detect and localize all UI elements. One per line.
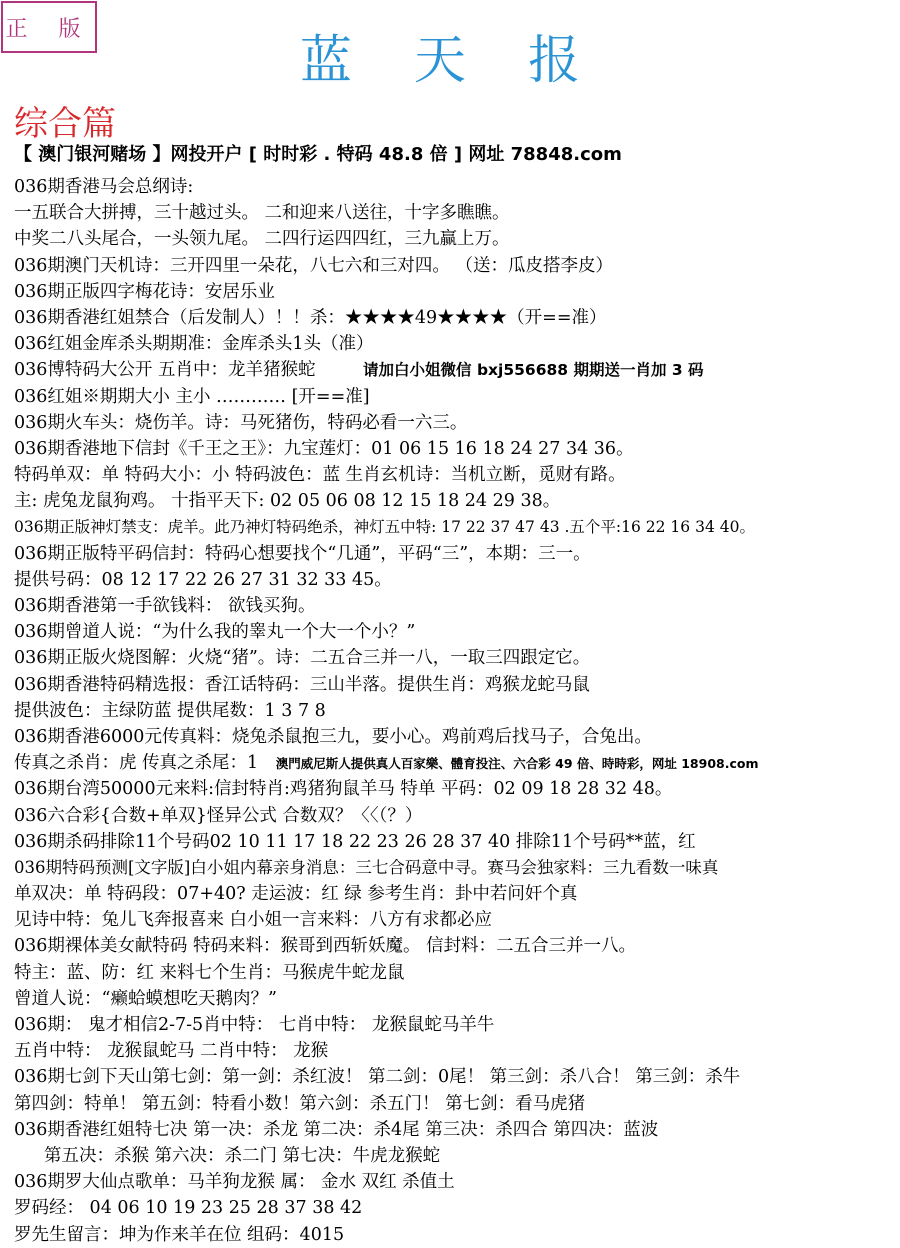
text-line: 五肖中特： 龙猴鼠蛇马 二肖中特： 龙猴: [14, 1041, 329, 1062]
wechat-ad: 请加白小姐微信 bxj556688 期期送一肖加 3 码: [363, 361, 704, 380]
text-line: 036期香港6000元传真料：烧兔杀鼠抱三九，要小心。鸡前鸡后找马子，合兔出。: [14, 726, 652, 747]
text-line: 036期裸体美女献特码 特码来料：猴哥到西斩妖魔。 信封料：二五合三并一八。: [14, 936, 637, 957]
text-line: 036期正版四字梅花诗：安居乐业: [14, 281, 275, 302]
text-line: 036期正版神灯禁支：虎羊。此乃神灯特码绝杀，神灯五中特: 17 22 37 47 43 .五个平:16 22 16 34 40。: [14, 518, 755, 537]
text-line: 第四剑：特单！ 第五剑：特看小数！第六剑：杀五门！ 第七剑：看马虎猪: [14, 1093, 586, 1114]
text-line: 提供波色：主绿防蓝 提供尾数：1 3 7 8: [14, 700, 326, 721]
text-line: 036六合彩{合数+单双}怪异公式 合数双？〈〈（？）: [14, 805, 423, 826]
text-line: 036红姐金库杀头期期准：金库杀头1头（准）: [14, 334, 374, 355]
text-line: 特主：蓝、防：红 来料七个生肖：马猴虎牛蛇龙鼠: [14, 962, 405, 983]
text-line: 036期杀码排除11个号码02 10 11 17 18 22 23 26 28 37 40 排除11个号码**蓝，红: [14, 831, 696, 852]
text-line: 036期香港红姐禁合（后发制人）！！杀：★★★★49★★★★（开==准）: [14, 307, 607, 328]
text-line: 036期七剑下天山第七剑：第一剑：杀红波！ 第二剑：0尾！ 第三剑：杀八合！ 第三剑：杀牛: [14, 1067, 741, 1088]
text-line: 036期澳门天机诗：三开四里一朵花，八七六和三对四。 （送：瓜皮搭李皮）: [14, 255, 613, 276]
text-line: 036博特码大公开 五肖中：龙羊猪猴蛇: [14, 360, 316, 381]
text-line-with-ad: [14, 357, 900, 383]
text-line: 曾道人说：“癞蛤蟆想吃天鹅肉？”: [14, 988, 277, 1009]
text-line: 036期香港特码精选报：香江话特码：三山半落。提供生肖：鸡猴龙蛇马鼠: [14, 674, 590, 695]
top-ad-banner: 【 澳门银河赌场 】网投开户 [ 时时彩 . 特码 48.8 倍 ] 网址 78848.com: [14, 144, 622, 165]
text-line: 036红姐※期期大小 主小 ………… [开==准]: [14, 386, 370, 407]
text-line: 036期罗大仙点歌单：马羊狗龙猴 属： 金水 双红 杀值土: [14, 1172, 455, 1193]
text-line: 见诗中特：兔儿飞奔报喜来 白小姐一言来料：八方有求都必应: [14, 910, 493, 931]
text-line: 传真之杀肖：虎 传真之杀尾：1: [14, 753, 259, 774]
text-line: 036期正版火烧图解：火烧“猪”。诗：二五合三并一八，一取三四跟定它。: [14, 648, 591, 669]
content-lines: [14, 174, 900, 1248]
text-line: 036期： 鬼才相信2-7-5肖中特： 七肖中特： 龙猴鼠蛇马羊牛: [14, 1015, 495, 1035]
text-line: 第五决：杀猴 第六决：杀二门 第七决：牛虎龙猴蛇: [44, 1145, 441, 1166]
text-line: 036期曾道人说：“为什么我的睾丸一个大一个小？”: [14, 622, 416, 643]
text-line: 036期台湾50000元来料:信封特肖:鸡猪狗鼠羊马 特单 平码：02 09 18 28 32 48。: [14, 779, 673, 800]
text-line: 036期香港马会总纲诗:: [14, 177, 194, 197]
masthead-title: 蓝天报: [300, 31, 643, 91]
text-line: 特码单双：单 特码大小：小 特码波色：蓝 生肖玄机诗：当机立断，觅财有路。: [14, 465, 626, 486]
text-line: 036期特码预测[文字版]白小姐内幕亲身消息：三七合码意中寻。赛马会独家料：三九看数一味真: [14, 857, 719, 877]
text-line-with-ad: [14, 750, 900, 776]
text-line: 罗先生留言：坤为作来羊在位 组码：4015: [14, 1224, 345, 1245]
text-line: 主: 虎兔龙鼠狗鸡。 十指平天下: 02 05 06 08 12 15 18 24 29 38。: [14, 491, 561, 512]
section-title: 综合篇: [14, 104, 116, 144]
text-line: 036期香港地下信封《千王之王》：九宝莲灯：01 06 15 16 18 24 27 34 36。: [14, 438, 634, 459]
text-line: 提供号码：08 12 17 22 26 27 31 32 33 45。: [14, 569, 392, 590]
venetian-ad: 澳門威尼斯人提供真人百家樂、體育投注、六合彩 49 倍、時時彩，网址 18908.com: [275, 756, 759, 772]
text-line: 一五联合大拼搏，三十越过头。 二和迎来八送往，十字多瞧瞧。: [14, 203, 510, 224]
text-line: 036期正版特平码信封：特码心想要找个“几通”，平码“三”，本期：三一。: [14, 543, 591, 564]
text-line: 罗码经： 04 06 10 19 23 25 28 37 38 42: [14, 1198, 363, 1219]
text-line: 036期香港第一手欲钱料： 欲钱买狗。: [14, 596, 316, 616]
text-line: 单双决：单 特码段：07+40? 走运波：红 绿 参考生肖：卦中若问奸个真: [14, 884, 578, 905]
text-line: 036期香港红姐特七决 第一决：杀龙 第二决：杀4尾 第三决：杀四合 第四决：蓝波: [14, 1119, 659, 1140]
text-line: 036期火车头：烧伤羊。诗：马死猪伤，特码必看一六三。: [14, 412, 468, 433]
authentic-stamp: 正 版: [1, 1, 97, 53]
text-line: 中奖二八头尾合，一头领九尾。 二四行运四四红，三九赢上万。: [14, 229, 510, 250]
